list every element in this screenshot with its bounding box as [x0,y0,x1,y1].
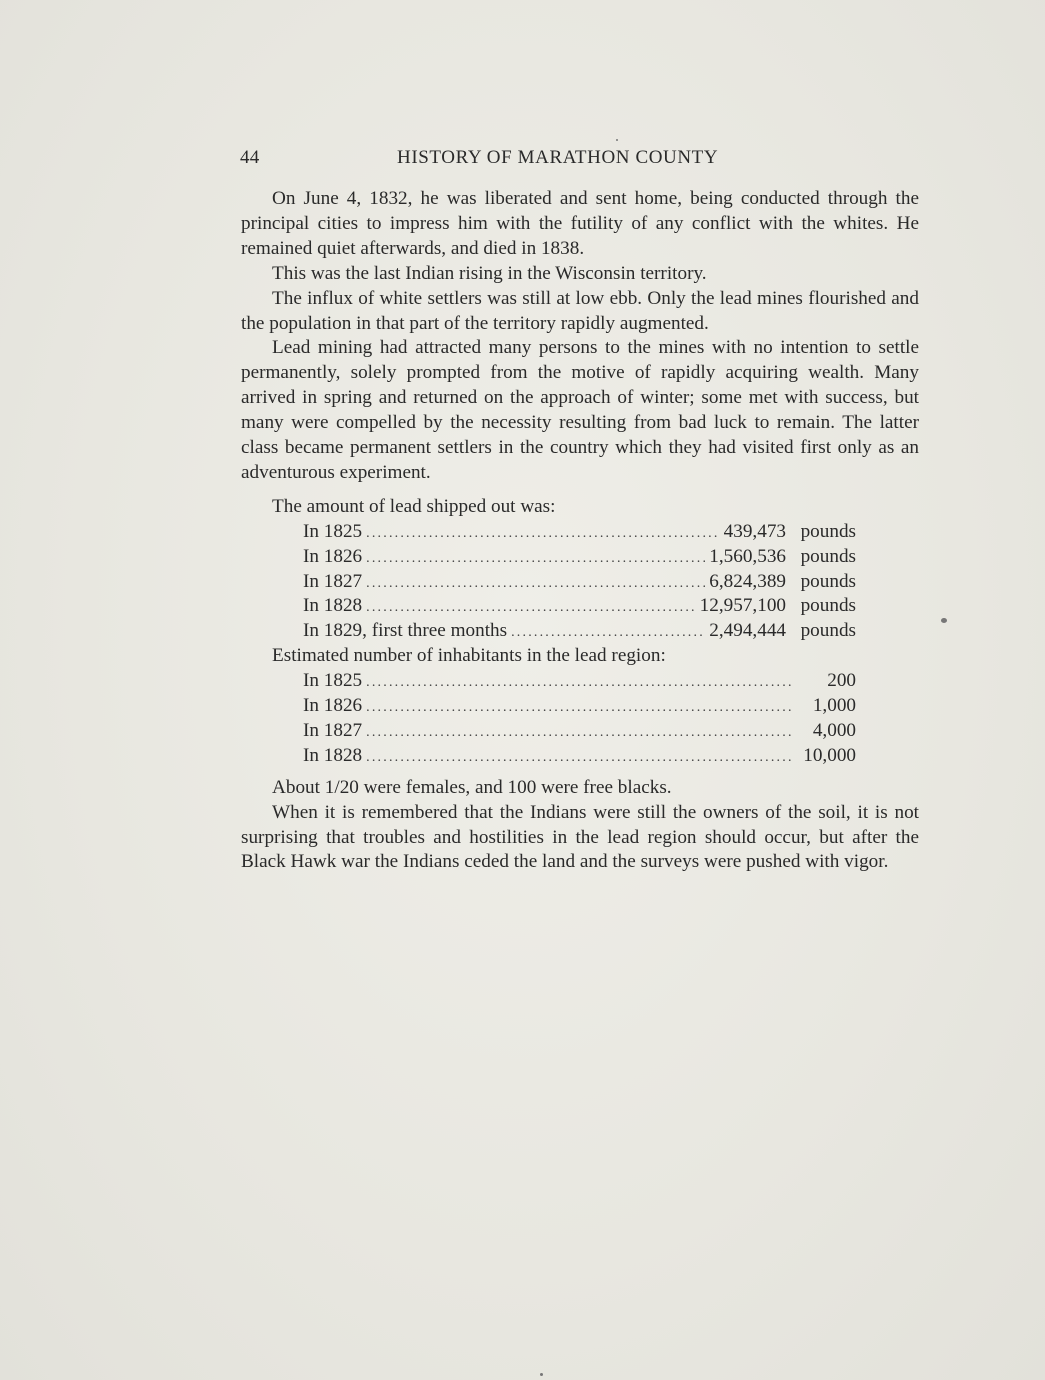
row-amount: 12,957,100 [699,595,786,617]
table-row [241,570,919,595]
row-unit: pounds [800,545,856,567]
row-amount: 4,000 [812,719,856,741]
row-unit: pounds [800,595,856,617]
dot-leader [366,522,719,547]
row-label: In 1826 [303,695,363,717]
row-label: In 1829, first three months [303,620,508,642]
dot-leader [366,547,705,572]
population-intro: Estimated number of inhabitants in the lead region: [272,645,666,667]
dot-leader [366,696,792,721]
table-row [241,545,919,570]
row-amount: 1,560,536 [709,545,786,567]
dot-leader [366,572,705,597]
row-label: In 1828 [303,744,363,766]
row-amount: 200 [827,670,856,692]
row-unit: pounds [800,620,856,642]
row-amount: 439,473 [723,520,786,542]
row-amount: 6,824,389 [709,570,786,592]
paragraph: This was the last Indian rising in the Wisconsin territory. [272,262,707,284]
page-number: 44 [240,147,260,168]
body-text [241,187,919,875]
paragraph: The influx of white settlers was still at low ebb. Only the lead mines flourished and the population in that part of the territory rapidly augmented. [241,287,919,334]
row-unit: pounds [800,570,856,592]
dot-leader [366,746,792,771]
running-title: HISTORY OF MARATHON COUNTY [397,147,719,168]
row-label: In 1827 [303,719,363,741]
paper-speck [941,618,947,623]
lead-shipments-table [241,520,919,644]
population-table [241,669,919,769]
page-header [240,145,920,171]
row-amount: 10,000 [803,744,856,766]
paragraph: On June 4, 1832, he was liberated and sent home, being conducted through the principal cities to impress him with the futility of any conflict with the whites. He remained quiet afterwards, and died in 1838. [241,188,919,259]
dot-leader [366,596,696,621]
row-amount: 1,000 [812,695,856,717]
paragraph: When it is remembered that the Indians were still the owners of the soil, it is not surprising that troubles and hostilities in the lead region should occur, but after the Black Hawk war the Indians ceded the land and the surveys were pushed with vigor. [241,801,919,873]
table-row [241,619,919,644]
row-amount: 2,494,444 [709,620,786,642]
dot-leader [366,671,792,696]
row-label: In 1828 [303,595,363,617]
table-row [241,594,919,619]
row-unit: pounds [800,520,856,542]
table-row [241,694,919,719]
row-label: In 1825 [303,670,363,692]
table-row [241,669,919,694]
paragraph: About 1/20 were females, and 100 were free blacks. [272,776,672,798]
lead-shipments-intro: The amount of lead shipped out was: [272,495,556,517]
table-row [241,744,919,769]
paper-speck [616,139,618,141]
dot-leader [366,721,792,746]
table-row [241,520,919,545]
paragraph: Lead mining had attracted many persons to the mines with no intention to settle permanently, solely prompted from the motive of rapidly acquiring wealth. Many arrived in spring and returned on the approach of winter; some met with success, but many were compelled by the necessity resulting from bad luck to remain. The latter class became permanent settlers in the country which they had visited first only as an adventurous experiment. [241,337,919,483]
paper-speck [540,1373,543,1376]
row-label: In 1825 [303,520,363,542]
dot-leader [511,621,705,646]
row-label: In 1826 [303,545,363,567]
row-label: In 1827 [303,570,363,592]
table-row [241,719,919,744]
